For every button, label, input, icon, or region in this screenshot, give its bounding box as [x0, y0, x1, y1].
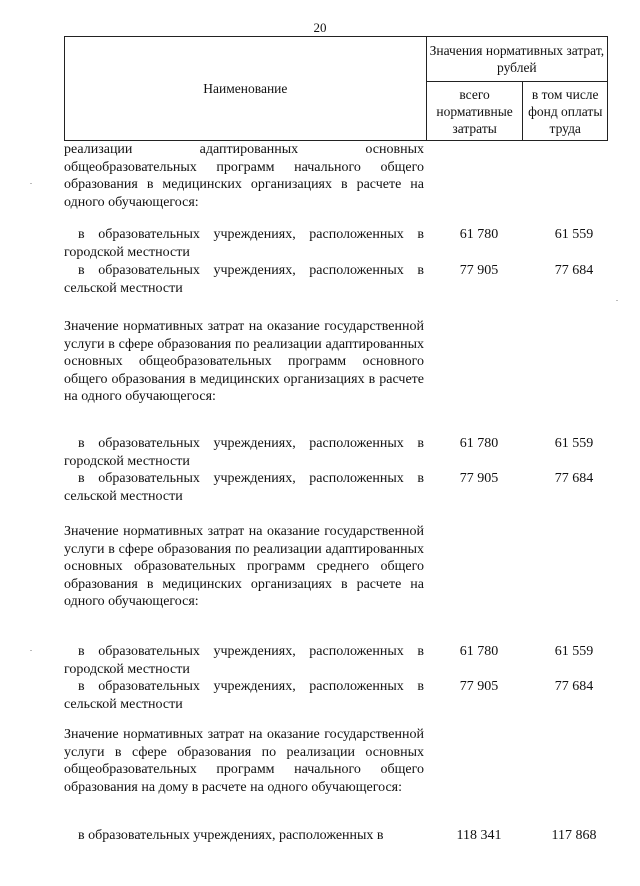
section-description: Значение нормативных затрат на оказание государственной услуги в сфере образования по реализации основных общеобразовательных программ начального общего образования на дому в расчете на одного обучающегося: — [64, 727, 424, 795]
row-label: в образовательных учреждениях, расположенных в — [78, 828, 384, 843]
row-total: 61 780 — [459, 644, 499, 659]
scan-speck — [30, 650, 32, 651]
table-row — [64, 643, 608, 679]
row-payroll: 77 684 — [554, 471, 594, 486]
section-description: Значение нормативных затрат на оказание государственной услуги в сфере образования по реализации адаптированных основных общеобразовательных программ основного общего образования в медицинских организациях в расчете на одного обучающегося: — [64, 319, 424, 404]
scan-speck — [616, 300, 618, 301]
table-row — [64, 678, 608, 714]
table-row — [64, 226, 608, 262]
row-label: в образовательных учреждениях, расположенных в городской местности — [64, 436, 424, 469]
row-payroll: 61 559 — [554, 436, 594, 451]
row-payroll: 117 868 — [551, 828, 597, 843]
table-header — [64, 36, 608, 141]
row-label: в образовательных учреждениях, расположенных в сельской местности — [64, 263, 424, 296]
column-header-payroll: в том числе фонд оплаты труда — [523, 82, 608, 141]
row-total: 77 905 — [459, 471, 499, 486]
row-label: в образовательных учреждениях, расположенных в городской местности — [64, 644, 424, 677]
row-payroll: 61 559 — [554, 227, 594, 242]
column-header-values: Значения нормативных затрат, рублей — [426, 37, 607, 82]
section-2 — [64, 318, 608, 406]
column-header-total: всего нормативные затраты — [426, 82, 523, 141]
section-4 — [64, 726, 608, 796]
row-label: в образовательных учреждениях, расположенных в сельской местности — [64, 679, 424, 712]
row-label: в образовательных учреждениях, расположенных в городской местности — [64, 227, 424, 260]
row-total: 77 905 — [459, 679, 499, 694]
section-description: реализации адаптированных основных общеобразовательных программ начального общего образования в медицинских организациях в расчете на одного обучающегося: — [64, 142, 424, 210]
row-total: 77 905 — [459, 263, 499, 278]
row-total: 118 341 — [456, 828, 502, 843]
row-total: 61 780 — [459, 436, 499, 451]
scan-speck — [30, 183, 32, 184]
row-payroll: 61 559 — [554, 644, 594, 659]
section-description: Значение нормативных затрат на оказание государственной услуги в сфере образования по реализации адаптированных основных образовательных программ среднего общего образования в медицинских организациях в расчете на одного обучающегося: — [64, 524, 424, 609]
table-row — [64, 435, 608, 471]
table-row — [64, 827, 608, 863]
row-payroll: 77 684 — [554, 679, 594, 694]
row-payroll: 77 684 — [554, 263, 594, 278]
table-row — [64, 262, 608, 298]
row-label: в образовательных учреждениях, расположенных в сельской местности — [64, 471, 424, 504]
row-total: 61 780 — [459, 227, 499, 242]
table-row — [64, 470, 608, 506]
column-header-name: Наименование — [65, 37, 427, 141]
section-1 — [64, 141, 608, 211]
page-number: 20 — [313, 20, 327, 35]
section-3 — [64, 523, 608, 611]
